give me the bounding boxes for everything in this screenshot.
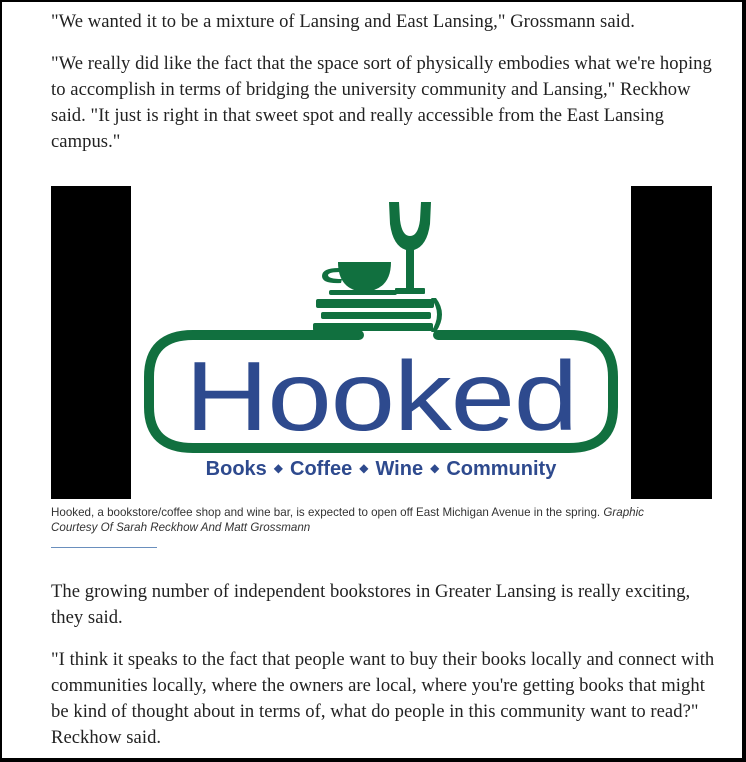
caption-text: Hooked, a bookstore/coffee shop and wine bar, is expected to open off East Michigan Avenue in the spring. [51,506,601,519]
tagline-books: Books [205,458,267,480]
caption-divider [51,547,157,548]
logo-tagline [131,458,631,481]
article-paragraph: "We really did like the fact that the space sort of physically embodies what we're hoping to accomplish in terms of bridging the university community and Lansing," Reckhow said. "It just is right in that sweet spot and really accessible from the East Lansing campus." [51,53,712,152]
logo-wordmark: Hooked [185,341,577,451]
article-figure [51,186,712,499]
hooked-logo-image [131,186,631,499]
article-paragraph: "I think it speaks to the fact that people want to buy their books locally and connect with communities locally, where the owners are local, where you're getting books that might be kind of thought about in terms of, what do people in this community want to read?" Reckhow said. [51,649,715,748]
tagline-separator: ◆ [359,461,369,475]
book-stack-icon [313,298,442,332]
tagline-coffee: Coffee [290,458,353,480]
tagline-separator: ◆ [430,461,440,475]
wine-glass-icon [389,202,431,294]
tagline-separator: ◆ [273,461,284,475]
article-paragraph: The growing number of independent bookstores in Greater Lansing is really exciting, they said. [51,581,691,628]
article-paragraph: "We wanted it to be a mixture of Lansing and East Lansing," Grossmann said. [51,11,635,32]
tagline-community: Community [446,458,557,480]
tagline-wine: Wine [375,458,424,480]
hooked-logo [131,186,631,499]
coffee-cup-icon [322,262,397,295]
figure-caption [51,505,691,535]
caption-credit: Graphic Courtesy Of Sarah Reckhow And Matt Grossmann [51,506,644,534]
